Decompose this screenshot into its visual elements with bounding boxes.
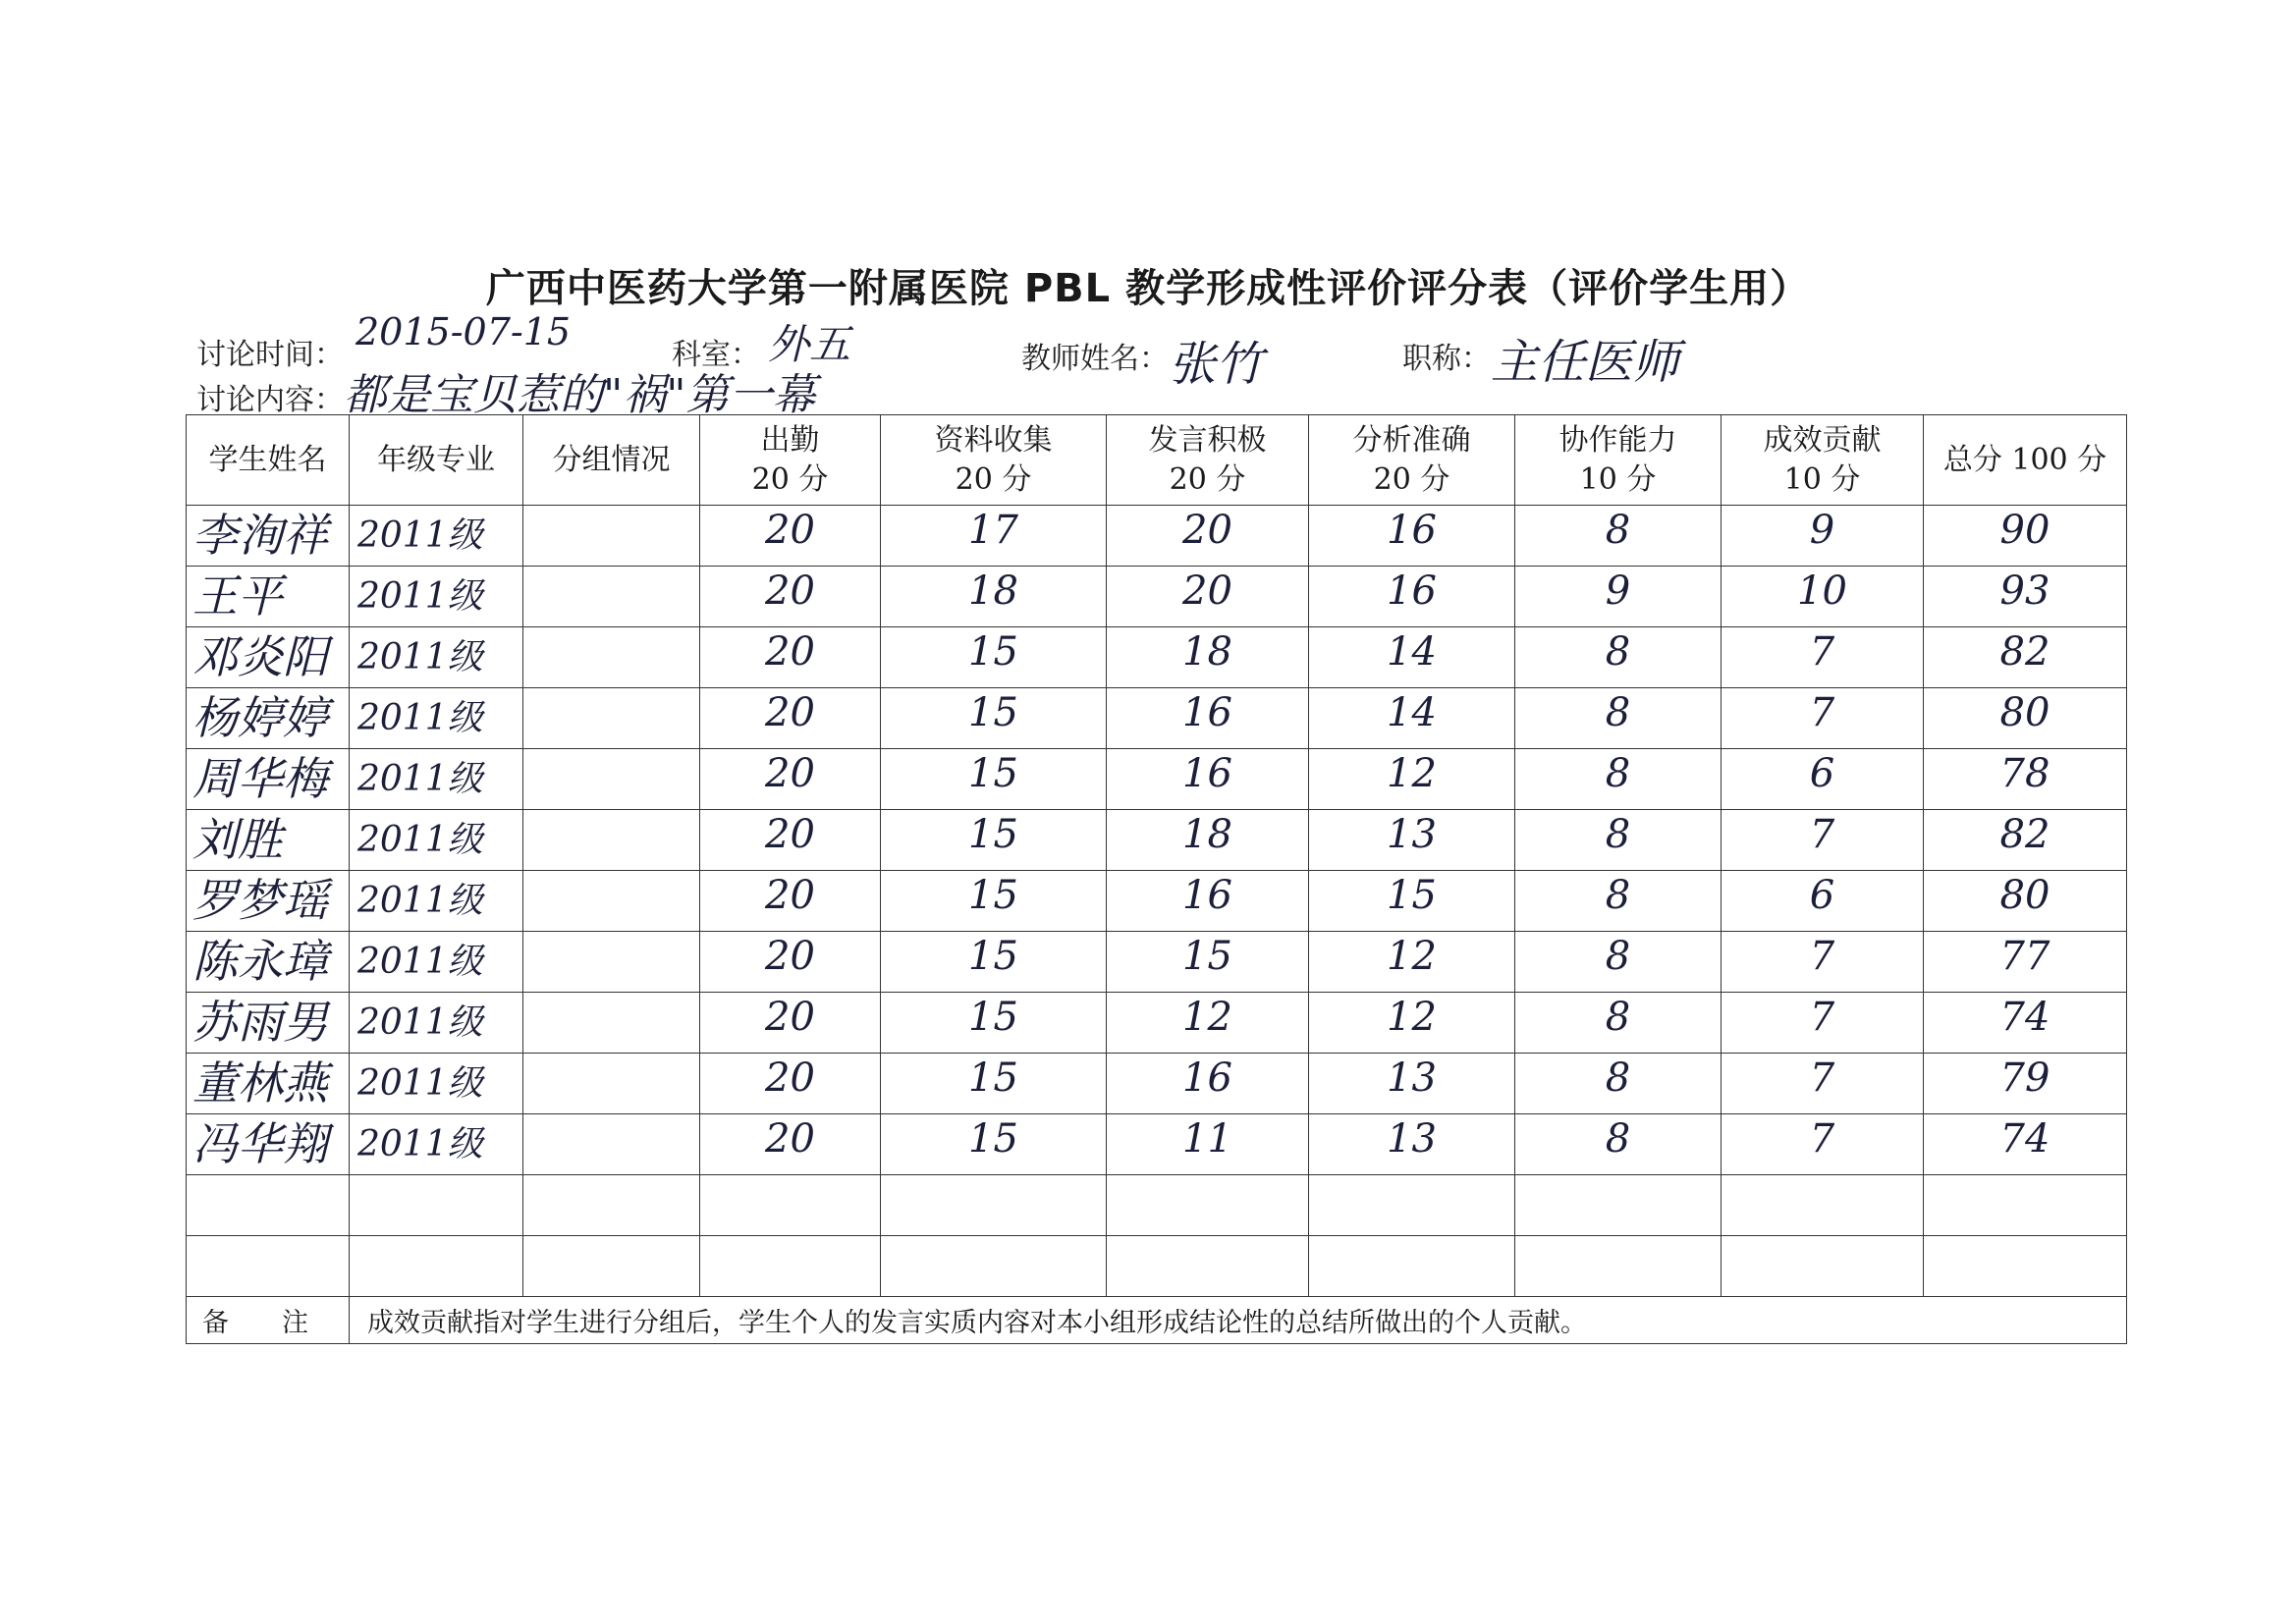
score-analysis-cell: [1309, 1054, 1515, 1114]
student-name: 苏雨男: [192, 996, 328, 1049]
score-collection-cell: [881, 749, 1107, 810]
score-attendance: 20: [765, 568, 815, 614]
score-contribution-cell: [1722, 1114, 1924, 1175]
score-cooperation-cell: [1515, 749, 1722, 810]
student-name-cell: [187, 506, 350, 567]
score-total-cell: [1924, 1114, 2127, 1175]
score-speaking: 20: [1182, 508, 1232, 553]
student-name: 邓炎阳: [192, 630, 328, 683]
score-cooperation-cell: [1515, 871, 1722, 932]
score-analysis-cell: [1309, 810, 1515, 871]
score-collection: 15: [968, 1116, 1018, 1162]
group-cell: [523, 810, 700, 871]
score-cooperation-cell: [1515, 1054, 1722, 1114]
table-row: [187, 506, 2127, 567]
score-total: 82: [1999, 629, 2050, 675]
score-attendance: 20: [765, 751, 815, 796]
score-analysis-cell: [1309, 688, 1515, 749]
score-speaking-cell: [1107, 1175, 1309, 1236]
score-collection-cell: [881, 993, 1107, 1054]
score-speaking-cell: [1107, 1054, 1309, 1114]
grade-major: 2011级: [357, 515, 483, 556]
score-total-cell: [1924, 993, 2127, 1054]
score-collection: 15: [968, 934, 1018, 979]
grade-major-cell: [350, 1236, 523, 1297]
student-name-cell: [187, 749, 350, 810]
score-cooperation: 8: [1605, 508, 1631, 553]
score-contribution-cell: [1722, 871, 1924, 932]
score-attendance-cell: [700, 932, 881, 993]
score-speaking-cell: [1107, 932, 1309, 993]
group-cell: [523, 1114, 700, 1175]
grade-major: 2011级: [357, 1124, 483, 1164]
score-analysis-cell: [1309, 627, 1515, 688]
score-collection: 15: [968, 751, 1018, 796]
score-speaking: 16: [1182, 1055, 1232, 1101]
score-analysis-cell: [1309, 567, 1515, 627]
group-cell: [523, 567, 700, 627]
score-attendance: 20: [765, 1116, 815, 1162]
score-collection-cell: [881, 688, 1107, 749]
note-row: [187, 1297, 2127, 1344]
table-row: [187, 1236, 2127, 1297]
header-row: [187, 415, 2127, 506]
score-total: 93: [1999, 568, 2050, 614]
header-student-name: 学生姓名: [187, 415, 350, 506]
student-name-cell: [187, 810, 350, 871]
score-collection-cell: [881, 1054, 1107, 1114]
score-cooperation-cell: [1515, 567, 1722, 627]
score-speaking-cell: [1107, 567, 1309, 627]
score-cooperation-cell: [1515, 932, 1722, 993]
note-text: 成效贡献指对学生进行分组后，学生个人的发言实质内容对本小组形成结论性的总结所做出的个人贡献。: [350, 1297, 2127, 1344]
grade-major-cell: [350, 627, 523, 688]
score-analysis-cell: [1309, 1236, 1515, 1297]
score-analysis: 13: [1387, 812, 1437, 857]
score-attendance-cell: [700, 688, 881, 749]
student-name: 杨婷婷: [192, 691, 328, 744]
score-attendance-cell: [700, 749, 881, 810]
student-name-cell: [187, 1054, 350, 1114]
score-total-cell: [1924, 567, 2127, 627]
score-contribution-cell: [1722, 1236, 1924, 1297]
score-contribution-cell: [1722, 993, 1924, 1054]
score-analysis-cell: [1309, 1175, 1515, 1236]
score-attendance: 20: [765, 934, 815, 979]
score-total-cell: [1924, 627, 2127, 688]
score-collection: 15: [968, 1055, 1018, 1101]
grade-major-cell: [350, 1175, 523, 1236]
score-collection-cell: [881, 506, 1107, 567]
score-analysis: 13: [1387, 1116, 1437, 1162]
score-cooperation-cell: [1515, 1175, 1722, 1236]
score-contribution-cell: [1722, 627, 1924, 688]
score-total: 79: [1999, 1055, 2050, 1101]
discussion-content-value: 都是宝贝惹的"祸"第一幕: [344, 370, 816, 420]
form-title: 广西中医药大学第一附属医院 PBL 教学形成性评价评分表（评价学生用）: [485, 266, 1811, 311]
group-cell: [523, 993, 700, 1054]
grade-major: 2011级: [357, 637, 483, 677]
score-contribution: 7: [1809, 629, 1835, 675]
score-total-cell: [1924, 932, 2127, 993]
student-name: 冯华翔: [192, 1117, 328, 1170]
group-cell: [523, 1054, 700, 1114]
header-active-speaking: 发言积极 20 分: [1107, 415, 1309, 506]
group-cell: [523, 1236, 700, 1297]
score-speaking-cell: [1107, 1236, 1309, 1297]
score-speaking: 20: [1182, 568, 1232, 614]
score-attendance-cell: [700, 1175, 881, 1236]
header-attendance: 出勤 20 分: [700, 415, 881, 506]
student-name-cell: [187, 1114, 350, 1175]
score-attendance-cell: [700, 1054, 881, 1114]
score-attendance-cell: [700, 1114, 881, 1175]
header-total: 总分 100 分: [1924, 415, 2127, 506]
score-total: 74: [1999, 995, 2050, 1040]
score-collection: 15: [968, 690, 1018, 735]
score-speaking-cell: [1107, 871, 1309, 932]
score-speaking: 15: [1182, 934, 1232, 979]
header-group: 分组情况: [523, 415, 700, 506]
score-speaking: 16: [1182, 873, 1232, 918]
score-total: 74: [1999, 1116, 2050, 1162]
teacher-name-value: 张竹: [1169, 337, 1264, 392]
score-contribution-cell: [1722, 749, 1924, 810]
student-name: 李洵祥: [192, 509, 328, 562]
score-table: [186, 414, 2127, 1344]
score-attendance: 20: [765, 508, 815, 553]
score-analysis: 16: [1387, 568, 1437, 614]
grade-major: 2011级: [357, 1002, 483, 1043]
position-label: 职称：: [1402, 342, 1491, 376]
score-collection-cell: [881, 1175, 1107, 1236]
score-collection-cell: [881, 871, 1107, 932]
score-contribution: 6: [1809, 751, 1835, 796]
score-cooperation: 8: [1605, 690, 1631, 735]
score-total-cell: [1924, 506, 2127, 567]
score-attendance-cell: [700, 810, 881, 871]
grade-major-cell: [350, 749, 523, 810]
score-collection: 18: [968, 568, 1018, 614]
group-cell: [523, 627, 700, 688]
score-speaking: 12: [1182, 995, 1232, 1040]
score-cooperation: 8: [1605, 873, 1631, 918]
table-row: [187, 688, 2127, 749]
header-contribution: 成效贡献 10 分: [1722, 415, 1924, 506]
score-total-cell: [1924, 1175, 2127, 1236]
score-total-cell: [1924, 1236, 2127, 1297]
grade-major-cell: [350, 688, 523, 749]
score-collection-cell: [881, 810, 1107, 871]
student-name-cell: [187, 871, 350, 932]
student-name: 罗梦瑶: [192, 874, 328, 927]
score-cooperation-cell: [1515, 1236, 1722, 1297]
table-row: [187, 932, 2127, 993]
score-collection: 15: [968, 873, 1018, 918]
score-contribution-cell: [1722, 1054, 1924, 1114]
student-name-cell: [187, 567, 350, 627]
score-cooperation-cell: [1515, 1114, 1722, 1175]
score-total: 80: [1999, 873, 2050, 918]
score-attendance: 20: [765, 1055, 815, 1101]
score-total: 78: [1999, 751, 2050, 796]
score-attendance: 20: [765, 812, 815, 857]
score-collection: 15: [968, 629, 1018, 675]
score-contribution-cell: [1722, 810, 1924, 871]
student-name: 王平: [192, 569, 283, 622]
score-contribution: 7: [1809, 812, 1835, 857]
teacher-name-label: 教师姓名：: [1021, 342, 1169, 376]
note-label: 备 注: [187, 1297, 350, 1344]
student-name: 董林燕: [192, 1056, 328, 1109]
group-cell: [523, 1175, 700, 1236]
score-speaking-cell: [1107, 1114, 1309, 1175]
score-speaking-cell: [1107, 627, 1309, 688]
score-cooperation: 8: [1605, 751, 1631, 796]
grade-major-cell: [350, 567, 523, 627]
header-grade-major: 年级专业: [350, 415, 523, 506]
table-row: [187, 749, 2127, 810]
score-analysis-cell: [1309, 506, 1515, 567]
score-contribution: 7: [1809, 934, 1835, 979]
score-attendance: 20: [765, 690, 815, 735]
score-speaking: 16: [1182, 751, 1232, 796]
score-attendance: 20: [765, 873, 815, 918]
score-attendance-cell: [700, 567, 881, 627]
student-name-cell: [187, 993, 350, 1054]
score-analysis: 12: [1387, 751, 1437, 796]
score-analysis: 14: [1387, 629, 1437, 675]
discussion-time-value: 2015-07-15: [355, 310, 572, 353]
score-total: 82: [1999, 812, 2050, 857]
header-material-collection: 资料收集 20 分: [881, 415, 1107, 506]
student-name: 刘胜: [192, 813, 283, 866]
score-total: 90: [1999, 508, 2050, 553]
grade-major: 2011级: [357, 576, 483, 617]
score-analysis-cell: [1309, 1114, 1515, 1175]
score-attendance: 20: [765, 629, 815, 675]
score-total-cell: [1924, 1054, 2127, 1114]
score-collection-cell: [881, 627, 1107, 688]
student-name: 陈永璋: [192, 935, 328, 988]
score-analysis: 14: [1387, 690, 1437, 735]
score-contribution-cell: [1722, 567, 1924, 627]
score-analysis: 15: [1387, 873, 1437, 918]
score-cooperation-cell: [1515, 993, 1722, 1054]
score-collection-cell: [881, 1114, 1107, 1175]
grade-major: 2011级: [357, 881, 483, 921]
position-value: 主任医师: [1491, 335, 1680, 390]
score-speaking: 16: [1182, 690, 1232, 735]
group-cell: [523, 749, 700, 810]
score-analysis-cell: [1309, 993, 1515, 1054]
score-cooperation: 8: [1605, 629, 1631, 675]
table-row: [187, 1175, 2127, 1236]
score-cooperation-cell: [1515, 627, 1722, 688]
score-speaking: 18: [1182, 629, 1232, 675]
score-collection: 17: [968, 508, 1018, 553]
score-total-cell: [1924, 871, 2127, 932]
grade-major-cell: [350, 871, 523, 932]
score-collection-cell: [881, 1236, 1107, 1297]
score-contribution: 7: [1809, 690, 1835, 735]
score-collection-cell: [881, 567, 1107, 627]
score-cooperation: 8: [1605, 812, 1631, 857]
score-contribution: 7: [1809, 1116, 1835, 1162]
score-collection: 15: [968, 812, 1018, 857]
header-cooperation: 协作能力 10 分: [1515, 415, 1722, 506]
score-attendance-cell: [700, 627, 881, 688]
score-cooperation-cell: [1515, 506, 1722, 567]
grade-major: 2011级: [357, 759, 483, 799]
grade-major-cell: [350, 993, 523, 1054]
score-cooperation: 8: [1605, 1116, 1631, 1162]
table-row: [187, 1054, 2127, 1114]
score-speaking-cell: [1107, 749, 1309, 810]
grade-major: 2011级: [357, 942, 483, 982]
table-row: [187, 1114, 2127, 1175]
score-contribution: 9: [1809, 508, 1835, 553]
score-contribution-cell: [1722, 932, 1924, 993]
score-speaking: 18: [1182, 812, 1232, 857]
grade-major: 2011级: [357, 820, 483, 860]
score-analysis: 12: [1387, 995, 1437, 1040]
grade-major: 2011级: [357, 698, 483, 738]
score-cooperation: 9: [1605, 568, 1631, 614]
score-attendance-cell: [700, 871, 881, 932]
department-value: 外五: [768, 320, 851, 368]
score-total-cell: [1924, 749, 2127, 810]
score-collection-cell: [881, 932, 1107, 993]
student-name-cell: [187, 932, 350, 993]
score-attendance-cell: [700, 993, 881, 1054]
score-analysis-cell: [1309, 749, 1515, 810]
score-contribution: 7: [1809, 995, 1835, 1040]
score-contribution-cell: [1722, 506, 1924, 567]
student-name-cell: [187, 1175, 350, 1236]
score-contribution-cell: [1722, 1175, 1924, 1236]
score-contribution-cell: [1722, 688, 1924, 749]
score-speaking-cell: [1107, 688, 1309, 749]
score-total-cell: [1924, 810, 2127, 871]
student-name: 周华梅: [192, 752, 328, 805]
group-cell: [523, 871, 700, 932]
score-cooperation: 8: [1605, 934, 1631, 979]
table-row: [187, 567, 2127, 627]
score-contribution: 7: [1809, 1055, 1835, 1101]
discussion-time-label: 讨论时间：: [196, 338, 344, 372]
score-attendance: 20: [765, 995, 815, 1040]
score-contribution: 10: [1797, 568, 1847, 614]
score-total: 80: [1999, 690, 2050, 735]
score-cooperation: 8: [1605, 1055, 1631, 1101]
score-analysis: 13: [1387, 1055, 1437, 1101]
score-speaking-cell: [1107, 993, 1309, 1054]
score-analysis: 16: [1387, 508, 1437, 553]
score-collection: 15: [968, 995, 1018, 1040]
student-name-cell: [187, 688, 350, 749]
department-label: 科室：: [672, 338, 760, 372]
score-cooperation-cell: [1515, 810, 1722, 871]
score-contribution: 6: [1809, 873, 1835, 918]
score-analysis: 12: [1387, 934, 1437, 979]
group-cell: [523, 932, 700, 993]
table-row: [187, 810, 2127, 871]
student-name-cell: [187, 1236, 350, 1297]
student-name-cell: [187, 627, 350, 688]
score-cooperation: 8: [1605, 995, 1631, 1040]
score-speaking: 11: [1182, 1116, 1232, 1162]
grade-major-cell: [350, 810, 523, 871]
table-row: [187, 627, 2127, 688]
score-speaking-cell: [1107, 506, 1309, 567]
grade-major-cell: [350, 932, 523, 993]
header-accurate-analysis: 分析准确 20 分: [1309, 415, 1515, 506]
discussion-content-label: 讨论内容：: [196, 383, 344, 417]
score-cooperation-cell: [1515, 688, 1722, 749]
score-attendance-cell: [700, 1236, 881, 1297]
score-analysis-cell: [1309, 871, 1515, 932]
score-attendance-cell: [700, 506, 881, 567]
score-total: 77: [1999, 934, 2050, 979]
table-row: [187, 993, 2127, 1054]
table-row: [187, 871, 2127, 932]
grade-major-cell: [350, 506, 523, 567]
grade-major-cell: [350, 1054, 523, 1114]
grade-major-cell: [350, 1114, 523, 1175]
score-analysis-cell: [1309, 932, 1515, 993]
grade-major: 2011级: [357, 1063, 483, 1104]
score-total-cell: [1924, 688, 2127, 749]
group-cell: [523, 506, 700, 567]
score-speaking-cell: [1107, 810, 1309, 871]
group-cell: [523, 688, 700, 749]
